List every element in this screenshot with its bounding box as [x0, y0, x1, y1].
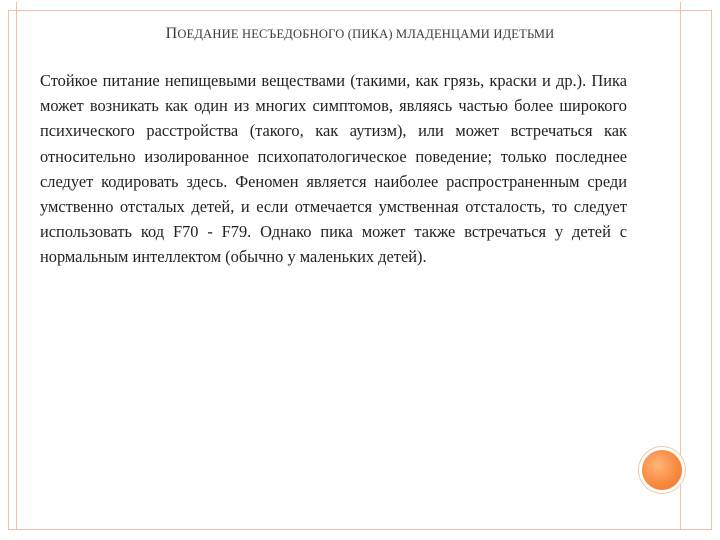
- slide-body-text: Стойкое питание непищевыми веществами (такими, как грязь, краски и др.). Пика может возникать как один из многих симптомов, являясь частью более широкого психического расстройства (такого, как аутизм), или может встречаться как относительно изолированное психопатологическое поведение; только последнее следует кодировать здесь. Феномен является наиболее распространенным среди умственно отсталых детей, и если отмечается умственная отсталость, то следует использовать код F70 - F79. Однако пика может также встречаться у детей с нормальным интеллектом (обычно у маленьких детей).: [40, 71, 627, 267]
- title-rest: ОЕДАНИЕ НЕСЪЕДОБНОГО (ПИКА) МЛАДЕНЦАМИ ИДЕТЬМИ: [177, 27, 555, 41]
- decorative-circle: [642, 450, 682, 490]
- title-first-letter: П: [165, 25, 178, 42]
- slide-title: [0, 25, 720, 43]
